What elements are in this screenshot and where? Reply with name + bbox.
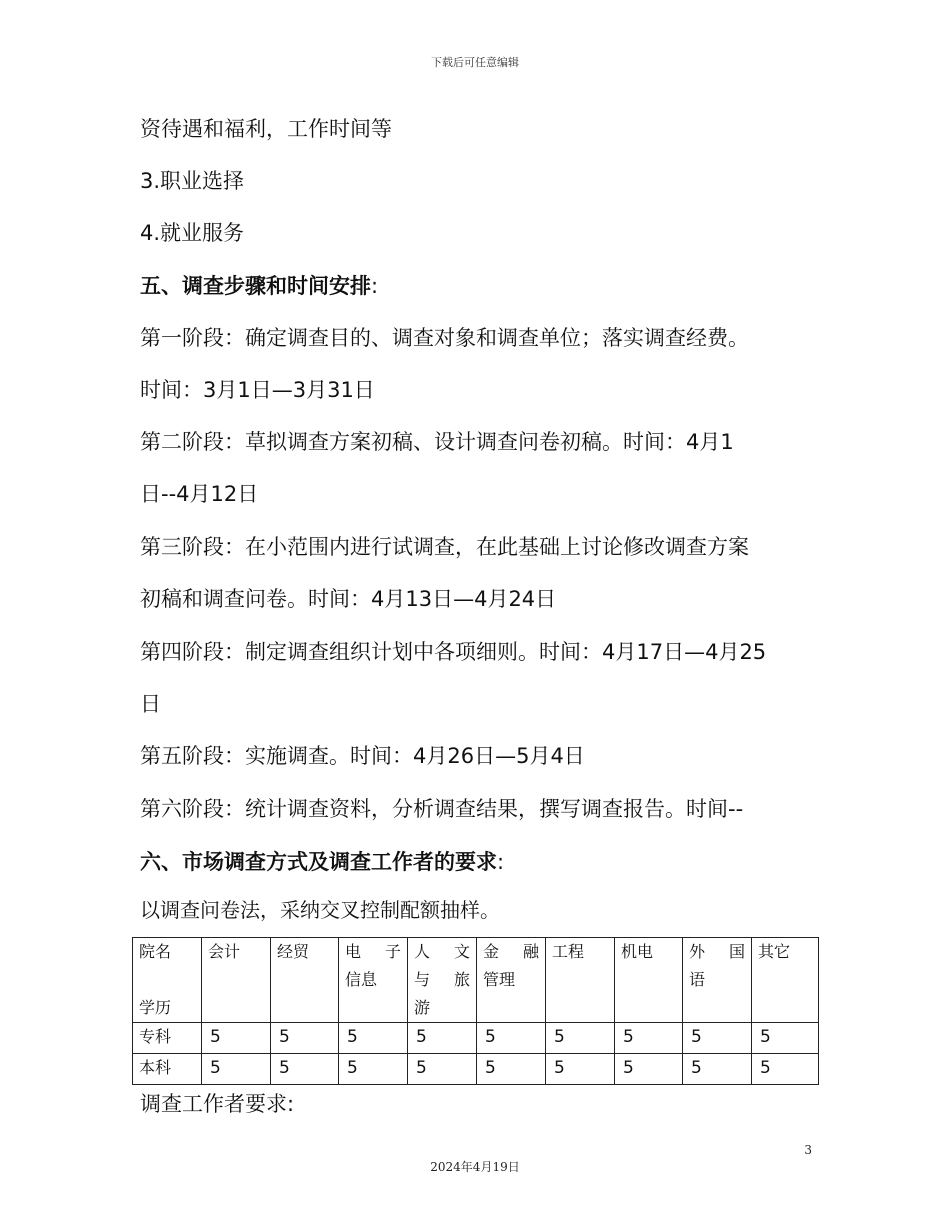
column-header — [752, 938, 819, 1023]
stage-1-time: 时间：3月1日—3月31日 — [140, 378, 375, 402]
column-header-text: 机电 — [621, 942, 654, 961]
section-heading-5-text: 五、调查步骤和时间安排 — [140, 274, 371, 298]
table-cell: 5 — [752, 1023, 819, 1054]
row-label: 专科 — [133, 1023, 202, 1054]
table-header-row — [133, 938, 819, 1023]
corner-label-degree: 学历 — [139, 998, 172, 1017]
table-cell: 5 — [271, 1054, 339, 1085]
column-header-text: 外 国 — [689, 942, 745, 961]
column-header-text: 工程 — [552, 942, 585, 961]
column-header — [271, 938, 339, 1023]
quota-table — [132, 937, 819, 1085]
table-cell: 5 — [339, 1054, 408, 1085]
column-header — [408, 938, 477, 1023]
section-heading-6-colon: : — [497, 850, 505, 874]
column-header-text: 语 — [689, 970, 706, 989]
section-heading-5 — [140, 272, 830, 300]
column-header-text: 金 融 — [483, 942, 539, 961]
table-cell: 5 — [683, 1054, 752, 1085]
column-header-text: 管理 — [483, 970, 516, 989]
table-cell: 5 — [615, 1023, 683, 1054]
table-row — [133, 1023, 819, 1054]
table-cell: 5 — [339, 1023, 408, 1054]
table-cell: 5 — [683, 1023, 752, 1054]
stage-3-text: 第三阶段：在小范围内进行试调查，在此基础上讨论修改调查方案 — [140, 535, 749, 559]
section-heading-5-colon: : — [371, 274, 379, 298]
table-cell: 5 — [615, 1054, 683, 1085]
page-number: 3 — [804, 1143, 812, 1157]
stage-3-time: 初稿和调查问卷。时间：4月13日—4月24日 — [140, 587, 557, 611]
column-header — [339, 938, 408, 1023]
stage-4-text: 第四阶段：制定调查组织计划中各项细则。时间：4月17日—4月25 — [140, 640, 767, 664]
stage-5-text: 第五阶段：实施调查。时间：4月26日—5月4日 — [140, 744, 585, 768]
column-header-text: 电 子 — [345, 942, 401, 961]
table-cell: 5 — [477, 1054, 546, 1085]
corner-label-college: 院名 — [139, 942, 172, 961]
column-header-text: 与 旅 — [414, 970, 470, 989]
stage-2-text: 第二阶段：草拟调查方案初稿、设计调查问卷初稿。时间：4月1 — [140, 430, 734, 454]
table-cell: 5 — [408, 1054, 477, 1085]
column-header-text: 会计 — [208, 942, 241, 961]
table-cell: 5 — [477, 1023, 546, 1054]
section-heading-6 — [140, 848, 830, 876]
page-header-note: 下载后可任意编辑 — [431, 56, 519, 69]
stage-6-text: 第六阶段：统计调查资料，分析调查结果，撰写调查报告。时间-- — [140, 797, 744, 821]
table-cell: 5 — [271, 1023, 339, 1054]
column-header — [202, 938, 271, 1023]
column-header-text: 人 文 — [414, 942, 470, 961]
section-heading-6-text: 六、市场调查方式及调查工作者的要求 — [140, 850, 497, 874]
table-cell: 5 — [408, 1023, 477, 1054]
table-cell: 5 — [202, 1023, 271, 1054]
list-item-career-choice: 3.职业选择 — [140, 169, 245, 193]
column-header-text: 游 — [414, 998, 431, 1017]
column-header — [477, 938, 546, 1023]
table-cell: 5 — [546, 1023, 615, 1054]
stage-4-time: 日 — [140, 692, 161, 716]
stage-2-time: 日--4月12日 — [140, 482, 259, 506]
stage-1-text: 第一阶段：确定调查目的、调查对象和调查单位；落实调查经费。 — [140, 326, 749, 350]
column-header-text: 经贸 — [277, 942, 310, 961]
table-corner-cell — [133, 938, 202, 1023]
table-cell: 5 — [202, 1054, 271, 1085]
column-header — [683, 938, 752, 1023]
page-footer-date: 2024年4月19日 — [430, 1160, 520, 1174]
list-item-employment-service: 4.就业服务 — [140, 221, 245, 245]
column-header — [546, 938, 615, 1023]
surveyor-requirements-label: 调查工作者要求: — [140, 1092, 295, 1116]
table-cell: 5 — [546, 1054, 615, 1085]
table-cell: 5 — [752, 1054, 819, 1085]
column-header-text: 其它 — [758, 942, 791, 961]
column-header-text: 信息 — [345, 970, 378, 989]
column-header — [615, 938, 683, 1023]
row-label: 本科 — [133, 1054, 202, 1085]
body-line: 资待遇和福利，工作时间等 — [140, 117, 392, 141]
table-row — [133, 1054, 819, 1085]
survey-method-text: 以调查问卷法，采纳交叉控制配额抽样。 — [140, 898, 500, 922]
